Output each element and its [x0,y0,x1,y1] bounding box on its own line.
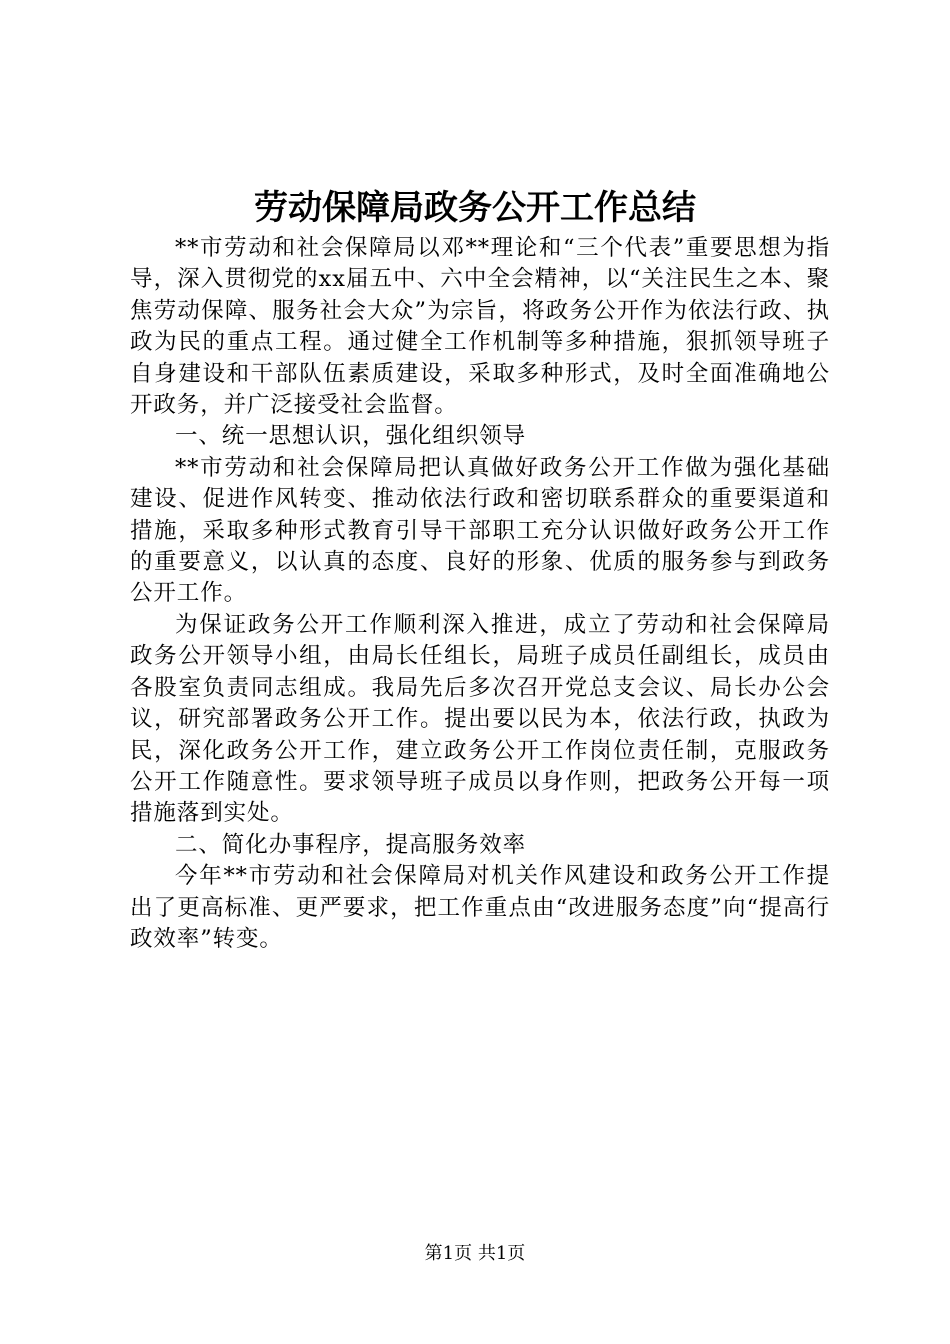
paragraph: 今年**市劳动和社会保障局对机关作风建设和政务公开工作提出了更高标准、更严要求，把工作重点由“改进服务态度”向“提高行政效率”转变。 [130,863,830,952]
paragraph: 为保证政务公开工作顺利深入推进，成立了劳动和社会保障局政务公开领导小组，由局长任组长，局班子成员任副组长，成员由各股室负责同志组成。我局先后多次召开党总支会议、局长办公会议，研究部署政务公开工作。提出要以民为本，依法行政，执政为民，深化政务公开工作，建立政务公开工作岗位责任制，克服政务公开工作随意性。要求领导班子成员以身作则，把政务公开每一项措施落到实处。 [130,611,830,827]
document-body [130,233,830,955]
paragraph: **市劳动和社会保障局以邓**理论和“三个代表”重要思想为指导，深入贯彻党的xx届五中、六中全会精神，以“关注民生之本、聚焦劳动保障、服务社会大众”为宗旨，将政务公开作为依法行政、执政为民的重点工程。通过健全工作机制等多种措施，狠抓领导班子自身建设和干部队伍素质建设，采取多种形式，及时全面准确地公开政务，并广泛接受社会监督。 [130,235,830,419]
section-heading: 二、简化办事程序，提高服务效率 [175,831,527,858]
page-footer: 第1页 共1页 [424,1243,526,1264]
section-heading: 一、统一思想认识，强化组织领导 [175,423,527,450]
document-title: 劳动保障局政务公开工作总结 [254,188,696,228]
paragraph: **市劳动和社会保障局把认真做好政务公开工作做为强化基础建设、促进作风转变、推动依法行政和密切联系群众的重要渠道和措施，采取多种形式教育引导干部职工充分认识做好政务公开工作的重要意义，以认真的态度、良好的形象、优质的服务参与到政务公开工作。 [130,454,830,607]
